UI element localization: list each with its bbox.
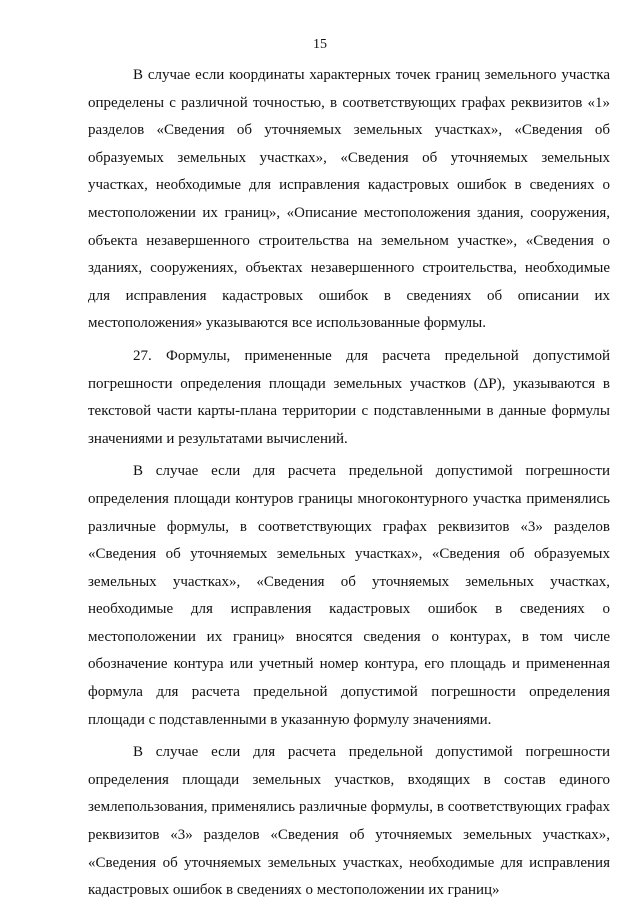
paragraph-multicontour-plot: В случае если для расчета предельной допустимой погрешности определения площади контуров границы многоконтурного участка применялись различные формулы, в соответствующих графах реквизитов «3» разделов «Сведения об уточняемых земельных участках», «Сведения об образуемых земельных участках», «Сведения об уточняемых земельных участках, необходимые для исправления кадастровых ошибок в сведениях о местоположении их границ» вносятся сведения о контурах, в том числе обозначение контура или учетный номер контура, его площадь и примененная формула для расчета предельной допустимой погрешности определения площади с подставленными в указанную формулу значениями. — [88, 463, 610, 728]
page-number: 15 — [313, 37, 327, 52]
paragraph-unified-land-use: В случае если для расчета предельной допустимой погрешности определения площади земельных участков, входящих в состав единого землепользования, применялись различные формулы, в соответствующих графах реквизитов «3» разделов «Сведения об уточняемых земельных участках», «Сведения об уточняемых земельных участках, необходимые для исправления кадастровых ошибок в сведениях о местоположении их границ» — [88, 744, 610, 899]
paragraph-coordinates-precision: В случае если координаты характерных точек границ земельного участка определены с различной точностью, в соответствующих графах реквизитов «1» разделов «Сведения об уточняемых земельных участках», «Сведения об образуемых земельных участках», «Сведения об уточняемых земельных участках, необходимые для исправления кадастровых ошибок в сведениях о местоположении их границ», «Описание местоположения здания, сооружения, объекта незавершенного строительства на земельном участке», «Сведения о зданиях, сооружениях, объектах незавершенного строительства, необходимые для исправления кадастровых ошибок в сведениях об описании их местоположения» указываются все использованные формулы. — [88, 67, 610, 332]
paragraph-item-27-formulas: 27. Формулы, примененные для расчета предельной допустимой погрешности определения площади земельных участков (ΔP), указываются в текстовой части карты-плана территории с подставленными в данные формулы значениями и результатами вычислений. — [88, 347, 610, 447]
document-body — [88, 62, 610, 905]
